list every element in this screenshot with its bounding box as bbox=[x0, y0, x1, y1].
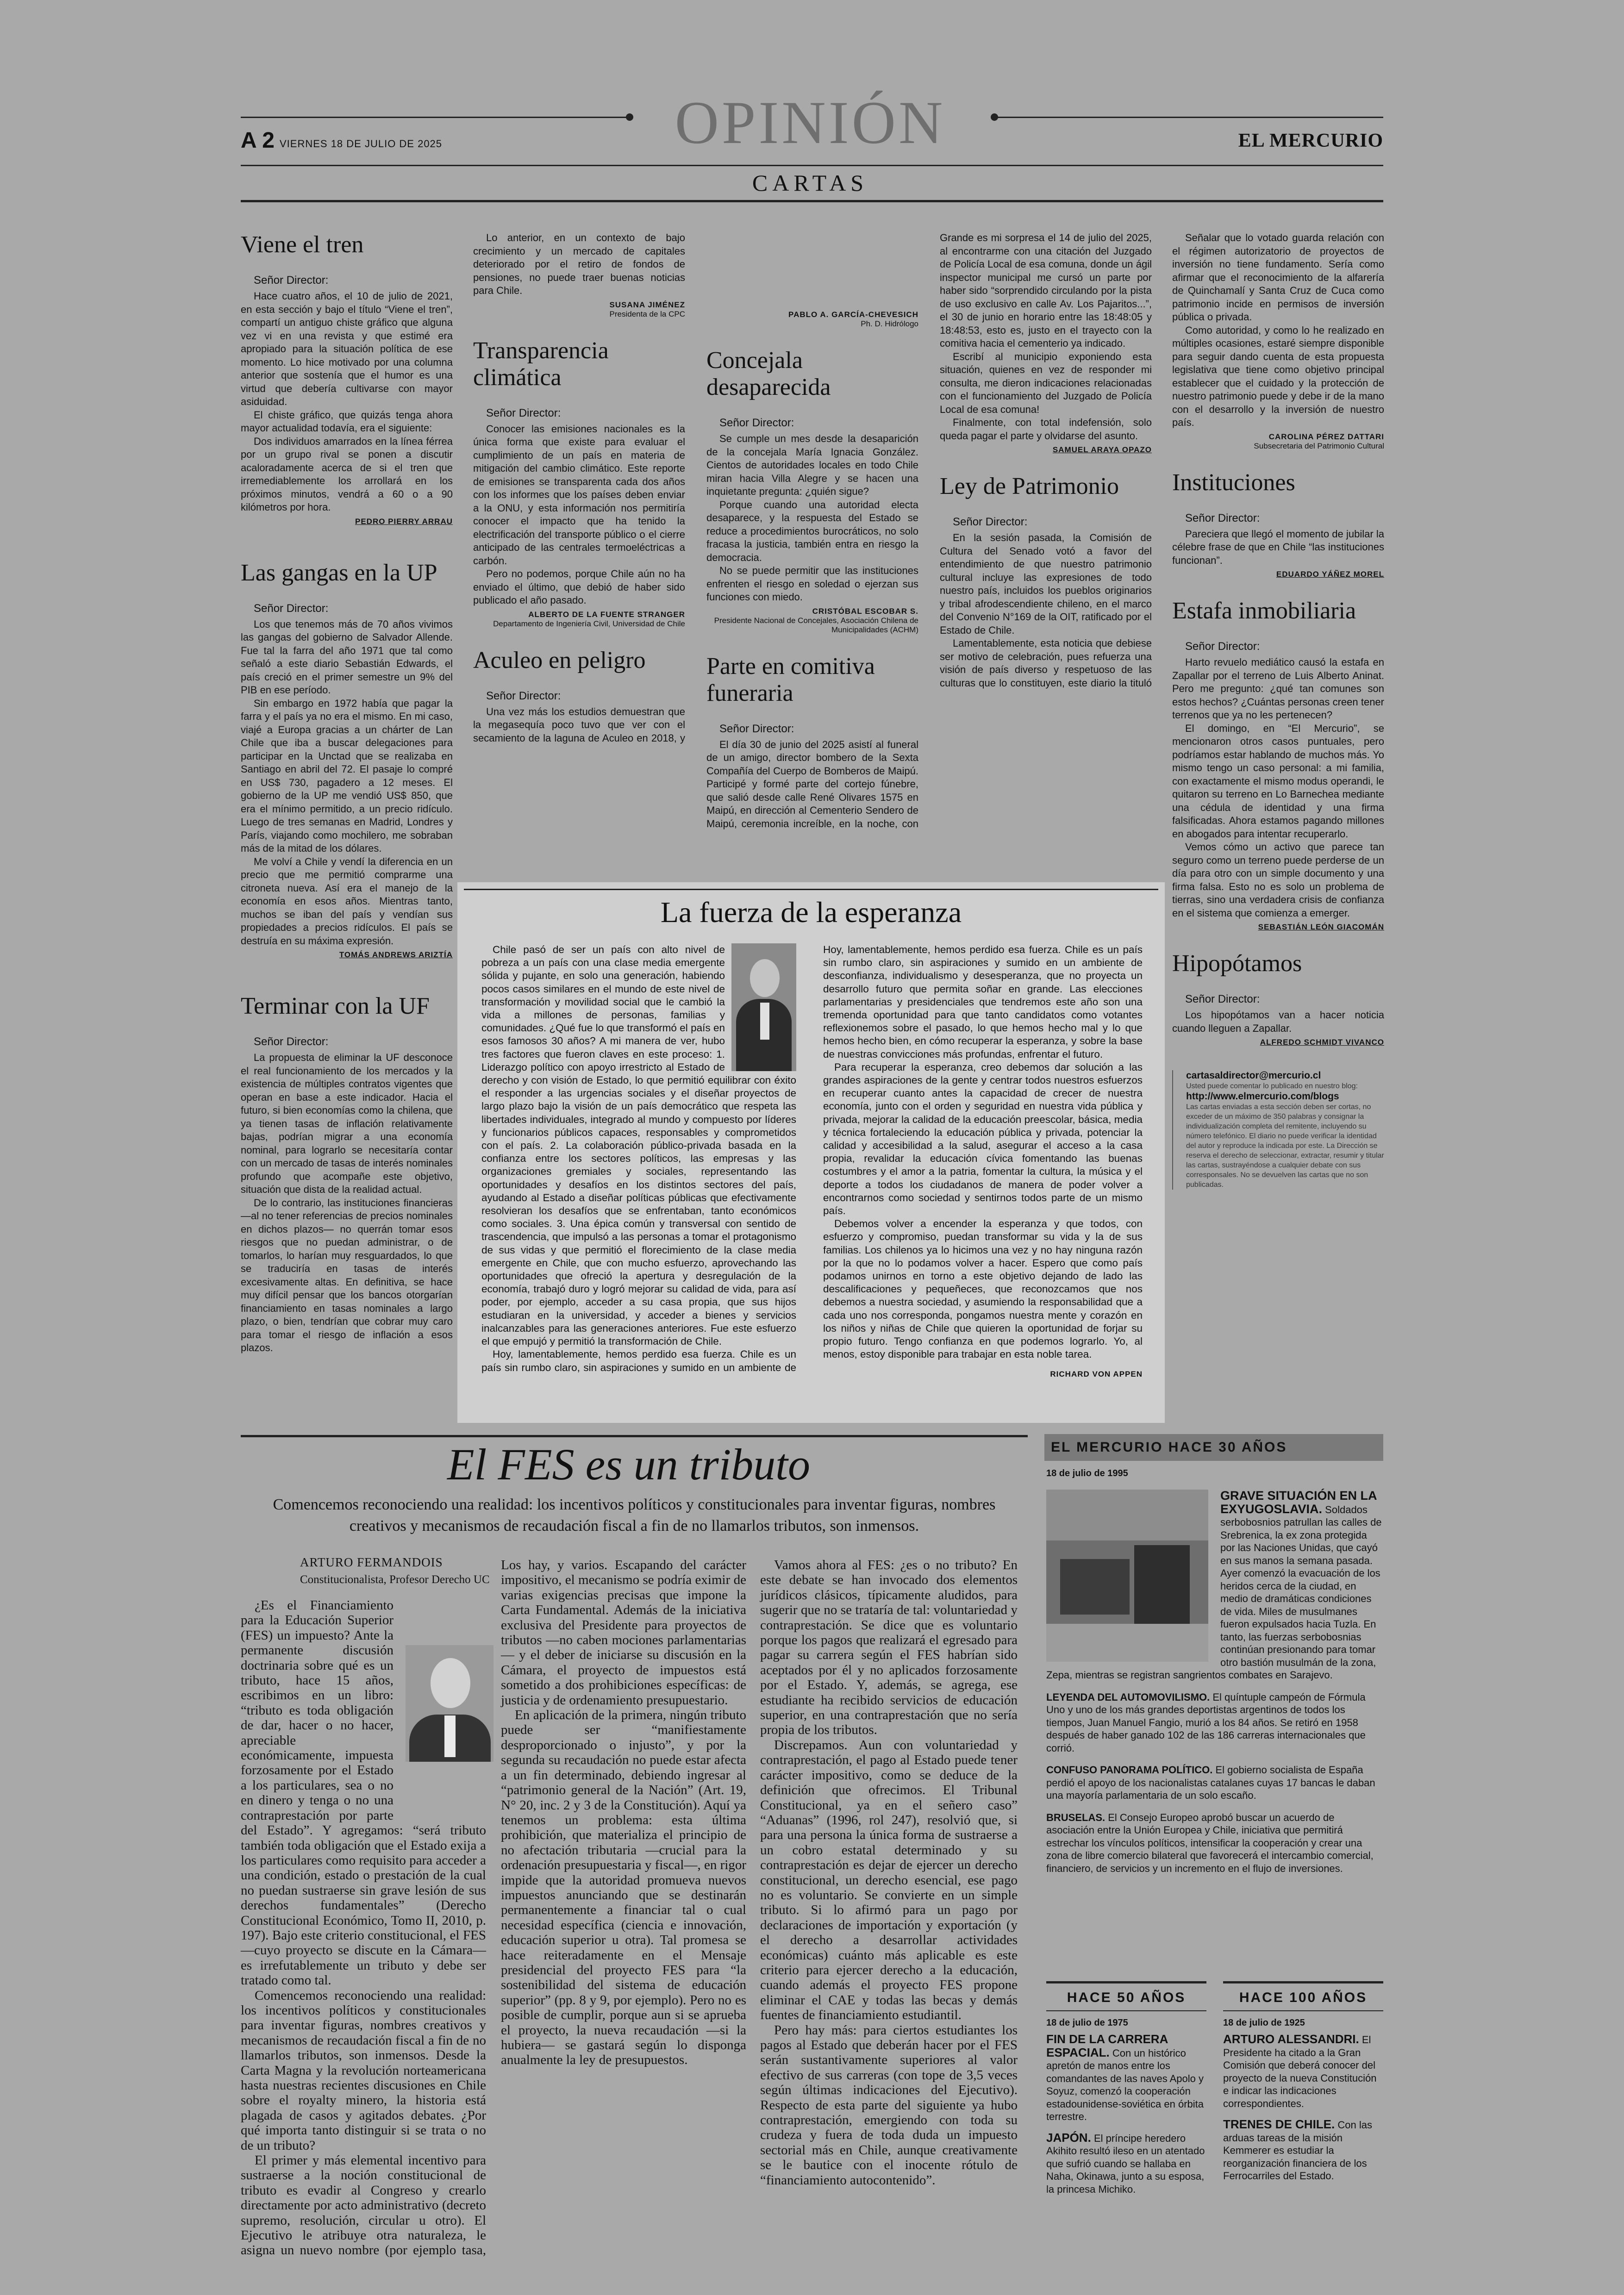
brand-logo: EL MERCURIO bbox=[1238, 130, 1383, 151]
hace50-section bbox=[1046, 1981, 1206, 2195]
letter-viene-el-tren bbox=[241, 231, 453, 526]
featured-col-2 bbox=[823, 943, 1143, 1379]
hace50-item-title: JAPÓN. bbox=[1046, 2130, 1091, 2145]
letter-title: Ley de Patrimonio bbox=[940, 473, 1119, 499]
letter-title: Aculeo en peligro bbox=[473, 647, 646, 674]
letters-column-1 bbox=[241, 231, 453, 1355]
opinion-paragraph: Comencemos reconociendo una realidad: los incentivos políticos y constitucionales para inventar figuras, nombres creativos y mecanismos de recaudación fiscal a fin de no llamarlos tributos, son inmensos. Desde la Carta Magna y la revolución norteamericana hasta nuestras recientes discusiones en Chile sobre el royalty minero, la historia está plagada de casos y agitados debates. ¿Por qué importa tanto distinguir si se trata o no de un tributo? bbox=[241, 1988, 486, 2153]
letter-signature: ALFREDO SCHMIDT VIVANCO bbox=[1260, 1038, 1384, 1047]
letter-salute: Señor Director: bbox=[254, 602, 329, 615]
featured-paragraph: Hoy, lamentablemente, hemos perdido esa fuerza. Chile es un país sin rumbo claro, sin aspiraciones y sumido en un ambiente de bbox=[481, 1348, 796, 1373]
hace30-item-text: El quíntuple campeón de Fórmula Uno y uno de los más grandes deportistas argentinos de todos los tiempos, Juan Manuel Fangio, murió a los 84 años. Se retiró en 1958 después de haber ganado 102 de las 186 carreras internacionales que corrió. bbox=[1046, 1691, 1366, 1754]
letter-paragraph: Sin embargo en 1972 había que pagar la farra y el país ya no era el mismo. En mi caso, viajé a Europa gracias a un chárter de Lan Chile que iba a buscar delegaciones para participar en la Unctad que se realizaba en Santiago en abril del 72. El pasaje lo compré en US$ 730, pagadero a 12 meses. El gobierno de la UP me vendió US$ 850, que era el mínimo permitido, a un precio ridículo. Luego de tres semanas en Madrid, Londres y París, viajando como mochilero, me sobraban más de la mitad de los dólares. bbox=[241, 697, 453, 854]
subsection-title: CARTAS bbox=[752, 170, 868, 196]
hace30-item-title: BRUSELAS. bbox=[1046, 1811, 1106, 1823]
letter-title: Hipopótamos bbox=[1172, 950, 1302, 977]
letter-title: Parte en comitiva funeraria bbox=[706, 653, 875, 706]
opinion-paragraph: En aplicación de la primera, ningún tributo puede ser “manifiestamente desproporcionado o injusto”, y por la segunda su recaudación no puede estar afecta a un fin determinado, debiendo ingresar al “patrimonio general de la Nación” (Art. 19, N° 20, inc. 2 y 3 de la Constitución). Aquí ya tenemos un problema: esta última prohibición, que materializa el principio de no afectación tributaria —crucial para la ordenación presupuestaria y fiscal—, en rigor impide que la autoridad promueva nuevos impuestos anunciando que se destinarán permanentemente a financiar tal o cual necesidad específica (ciencia e innovación, educación superior u otra). Tal promesa se hace reiteradamente en el Mensaje presidencial del proyecto FES para “la sostenibilidad del sistema de educación superior” (pp. 8 y 9, por ejemplo). Pero no es posible de cumplir, porque aun si se aprueba el proyecto, la nueva recaudación —si la hubiera— se gastará según lo disponga anualmente la ley de presupuestos. bbox=[501, 1708, 746, 2068]
opinion-author: ARTURO FERMANDOIS bbox=[300, 1555, 443, 1569]
letter-paragraph: La propuesta de eliminar la UF desconoce el real funcionamiento de los mercados y la existencia de múltiples contratos vigentes que operan en base a este indicador. Hacia el futuro, si bien economías como la chilena, que ya tienen tasas de inflación relativamente bajas, podrían migrar a una economía nominal, para lograrlo se necesitaría contar con un mercado de tasas de interés nominales profundo que acompañe este objetivo, situación que dista de la realidad actual. bbox=[241, 1052, 453, 1195]
letter-salute: Señor Director: bbox=[719, 417, 794, 429]
letter-signature: CAROLINA PÉREZ DATTARI bbox=[1268, 432, 1384, 441]
letter-salute: Señor Director: bbox=[1185, 511, 1260, 524]
hace30-item-title: LEYENDA DEL AUTOMOVILISMO. bbox=[1046, 1691, 1210, 1703]
letter-concejala bbox=[706, 347, 918, 635]
letter-salute: Señor Director: bbox=[254, 1035, 329, 1048]
letter-paragraph: Señalar que lo votado guarda relación con el régimen autorizatorio de proyectos de inversión no tiene fundamento. Sería como afirmar que el reconocimiento de la alfarería de Quinchamalí y Santa Cruz de Cuca como patrimonio incide en permisos de inversión pública o privada. bbox=[1172, 232, 1384, 323]
letter-title: Las gangas en la UP bbox=[241, 559, 437, 586]
letters-column-2 bbox=[473, 231, 685, 745]
masthead-left-dot bbox=[626, 113, 633, 121]
hace50-header: HACE 50 AÑOS bbox=[1046, 1981, 1206, 2010]
featured-paragraph: Para recuperar la esperanza, creo debemos dar solución a las grandes aspiraciones de la gente y centrar todos nuestros esfuerzos en recuperar cuanto antes la capacidad de crecer de nuestra economía, junto con el orden y seguridad en nuestra vida pública y privada, mejorar la calidad de la educación preescolar, básica, media y técnica fortaleciendo la educación pública y privada, potenciar la calidad y accesibilidad a la salud, asegurar el acceso a la casa propia, revalidar la educación cívica fomentando las buenas costumbres y el amor a la patria, fomentar la cultura, la música y el deporte a todos los ciudadanos de manera de poder volver a encontrarnos como sociedad y sentirnos todos parte de un mismo país. bbox=[823, 1061, 1143, 1217]
letter-paragraph: Dos individuos amarrados en la línea férrea por un grupo rival se ponen a discutir acaloradamente acerca de si el tren que irremediablemente los arrollará en los próximos minutos, vendrá a 60 o a 90 kilómetros por hora. bbox=[241, 435, 453, 513]
hace50-item bbox=[1046, 2132, 1206, 2196]
masthead-rule-top bbox=[241, 165, 1383, 166]
letter-title: Transparencia climática bbox=[473, 337, 609, 391]
letter-paragraph: No se puede permitir que las instituciones enfrenten el riesgo en soledad o ejerzan sus funciones con miedo. bbox=[706, 565, 918, 603]
hace50-item-text: El príncipe heredero Akihito resultó ileso en un atentado que sufrió cuando se hallaba en Naha, Okinawa, junto a su esposa, la princesa Michiko. bbox=[1046, 2132, 1205, 2195]
hace100-item-text: El Presidente ha citado a la Gran Comisión que deberá conocer del proyecto de la nueva Constitución e indicar las indicaciones correspondientes. bbox=[1223, 2034, 1377, 2109]
contact-email-link[interactable]: cartasaldirector@mercurio.cl bbox=[1186, 1070, 1321, 1081]
letter-paragraph: Los hipopótamos van a hacer noticia cuando lleguen a Zapallar. bbox=[1172, 1009, 1384, 1034]
letter-signature: TOMÁS ANDREWS ARIZTÍA bbox=[339, 950, 453, 959]
letter-hipopotamos bbox=[1172, 950, 1384, 1047]
letter-title: Concejala desaparecida bbox=[706, 347, 831, 400]
hace50-date: 18 de julio de 1975 bbox=[1046, 2018, 1128, 2028]
hace100-item-title: TRENES DE CHILE. bbox=[1223, 2117, 1335, 2131]
letter-paragraph: En la sesión pasada, la Comisión de Cultura del Senado votó a favor del entendimiento de que nuestro patrimonio cultural incluye las expresiones de todo nuestro país, incluidos los pueblos originarios y tribal afrodescendiente chileno, en el marco del Convenio N°169 de la OIT, ratificado por el Estado de Chile. bbox=[940, 532, 1152, 636]
letter-salute: Señor Director: bbox=[254, 274, 329, 287]
letter-role: Presidente Nacional de Concejales, Asociación Chilena de Municipalidades (ACHM) bbox=[714, 616, 918, 634]
masthead-right-rule bbox=[995, 117, 1383, 118]
featured-paragraph: Hoy, lamentablemente, hemos perdido esa fuerza. Chile es un país sin rumbo claro, sin aspiraciones y sumido en un ambiente de desconfianza, individualismo y desesperanza, que no proyecta un desarrollo futuro que permita soñar en grande. Las elecciones parlamentarias y presidenciales que tendremos este año son una tremenda oportunidad para que tanto candidatos como votantes reflexionemos sobre el pasado, lo que hemos hecho mal y lo que hemos hecho bien, en cómo recuperar la esperanza, y sobre la base de nuestras convicciones más profundas, enfrentar el futuro. bbox=[823, 944, 1143, 1060]
letter-title: Terminar con la UF bbox=[241, 993, 430, 1019]
hace30-item-text: Soldados serbobosnios patrullan las calles de Srebrenica, la ex zona protegida por las Naciones Unidas, que cayó en sus manos la semana pasada. Ayer comenzó la evacuación de los heridos cerca de la ciudad, en medio de dramáticas condiciones de vida. Miles de musulmanes fueron expulsados hacia Tuzla. En tanto, las fuerzas serbobosnias continúan presionando para tomar otro bastión musulmán de la zona, Zepa, mientras se registran sangrientos combates en Sarajevo. bbox=[1046, 1503, 1382, 1681]
letter-salute: Señor Director: bbox=[953, 516, 1028, 528]
hace30-item bbox=[1046, 1691, 1383, 1755]
letter-paragraph: De lo contrario, las instituciones financieras —al no tener referencias de precios nominales en dichos plazos— no querrán tomar esos riesgos que no puedan administrar, o de tomarlos, lo harían muy resguardados, lo que se traduciría en tasas de interés excesivamente altas. En definitiva, se hace muy difícil pensar que los bancos otorgarían financiamiento en tasas nominales a largo plazo, o bien, tendrían que cobrar muy caro para tomar el riesgo de inflación a esos plazos. bbox=[241, 1197, 453, 1353]
hace100-item bbox=[1223, 2118, 1383, 2183]
letter-salute: Señor Director: bbox=[486, 406, 561, 419]
letter-signature: SEBASTIÁN LEÓN GIACOMÁN bbox=[1258, 923, 1384, 931]
letter-paragraph: Lamentablemente, esta noticia que debiese ser motivo de celebración, pues refuerza una visión de país diverso y respetuoso de las culturas que lo constituyen, este diario la tituló bbox=[940, 637, 1152, 689]
hace50-item-text: Con un histórico apretón de manos entre los comandantes de las naves Apolo y Soyuz, comenzó la cooperación estadounidense-soviética en órbita terrestre. bbox=[1046, 2047, 1204, 2122]
opinion-paragraph: ¿Es el Financiamiento para la Educación Superior (FES) un impuesto? Ante la permanente discusión doctrinaria sobre qué es un tributo, hace 15 años, escribimos en un libro: “tributo es toda obligación de dar, hacer o no hacer, apreciable económicamente, impuesta forzosamente por el Estado a los particulares, sea o no en dinero y tenga o no una contraprestación por parte del Estado”. Y agregamos: “será tributo también toda obligación que el Estado exija a los particulares como requisito para acceder a una condición, estado o prestación de la cual no puedan sustraerse sin grave lesión de sus derechos fundamentales” (Derecho Constitucional Económico, Tomo II, 2010, p. 197). Bajo este criterio constitucional, el FES —cuyo proyecto se discute en la Cámara— es irrefutablemente un tributo y debe ser tratado como tal. bbox=[241, 1598, 486, 1988]
page-number: A 2 bbox=[241, 128, 275, 153]
letter-paragraph: Los que tenemos más de 70 años vivimos las gangas del gobierno de Salvador Allende. Fue tal la farra del año 1971 que tal como señaló a este diario Sebastián Edwards, el país creció en el primer semestre un 9% del PIB en ese período. bbox=[241, 618, 453, 696]
hace100-item-title: ARTURO ALESSANDRI. bbox=[1223, 2032, 1359, 2046]
issue-date: VIERNES 18 DE JULIO DE 2025 bbox=[280, 138, 443, 150]
featured-signature: RICHARD VON APPEN bbox=[1050, 1369, 1143, 1378]
hace30-items bbox=[1046, 1490, 1383, 1875]
hace100-section bbox=[1223, 1981, 1383, 2183]
featured-top-rule bbox=[464, 889, 1158, 890]
letter-paragraph: Finalmente, con total indefensión, solo queda pagar el parte y olvidarse del asunto. bbox=[940, 417, 1152, 442]
bottom-section-rule bbox=[241, 1435, 1028, 1437]
opinion-title: El FES es un tributo bbox=[447, 1440, 810, 1489]
letter-paragraph: Pero no podemos, porque Chile aún no ha enviado el último, que debió de haber sido publicado el año pasado. bbox=[473, 568, 685, 606]
letter-title: Viene el tren bbox=[241, 231, 364, 258]
letter-estafa bbox=[1172, 598, 1384, 932]
letter-role: Subsecretaria del Patrimonio Cultural bbox=[1254, 441, 1384, 450]
hace30-item-title: CONFUSO PANORAMA POLÍTICO. bbox=[1046, 1764, 1213, 1776]
featured-paragraph: Debemos volver a encender la esperanza y que todos, con esfuerzo y compromiso, puedan transformar su vida y la de sus familias. Los chilenos ya lo hicimos una vez y no hay ninguna razón por la que no lo podamos volver a hacer. Espero que como país podamos unirnos en torno a este objetivo dejando de lado las descalificaciones y pequeñeces, que reconozcamos que nos debemos a nuestra sociedad, y asumiendo la responsabilidad que a cada uno nos corresponda, pongamos nuestra mente y corazón en los niños y niñas de Chile que quieren la oportunidad de forjar su propio futuro. Tengo confianza en que podemos lograrlo. Yo, al menos, estoy disponible para trabajar en esta noble tarea. bbox=[823, 1218, 1143, 1360]
letter-paragraph: El domingo, en “El Mercurio”, se mencionaron otros casos puntuales, pero podríamos estar hablando de muchos más. Yo mismo tengo un caso personal: a mi familia, con exactamente el mismo modus operandi, le quitaron su terreno en Lo Barnechea mediante una cédula de identidad y una firma falsificadas. Ahora estamos pagando millones en abogados para intentar recuperarlo. bbox=[1172, 722, 1384, 840]
letter-signature: SUSANA JIMÉNEZ bbox=[609, 300, 685, 309]
letter-paragraph: Porque cuando una autoridad electa desaparece, y la respuesta del Estado se reduce a procedimientos burocráticos, no solo fracasa la justicia, también entra en riesgo la democracia. bbox=[706, 499, 918, 563]
masthead-left-rule bbox=[241, 117, 631, 118]
letter-salute: Señor Director: bbox=[1185, 640, 1260, 653]
letter-signature: ALBERTO DE LA FUENTE STRANGER bbox=[528, 610, 685, 619]
section-title: OPINIÓN bbox=[675, 88, 946, 156]
letter-paragraph: Escribí al municipio exponiendo esta situación, quienes en vez de responder mi consulta, me dieron indicaciones relacionadas con el funcionamiento del Juzgado de Policía Local de esa comuna! bbox=[940, 350, 1152, 415]
letter-paragraph: Pareciera que llegó el momento de jubilar la célebre frase de que en Chile “las instituciones funcionan”. bbox=[1172, 528, 1384, 566]
author-photo bbox=[731, 943, 796, 1071]
letter-role: Presidenta de la CPC bbox=[609, 309, 685, 318]
opinion-col-3 bbox=[760, 1558, 1018, 2188]
letter-paragraph: El día 30 de junio del 2025 asistí al funeral de un amigo, director bombero de la Sexta Compañía del Cuerpo de Bomberos de Maipú. Participé y formé parte del cortejo fúnebre, que salió desde calle René Olivares 1575 en Maipú, en dirección al Cementerio Sendero de Maipú, ceremonia increíble, en la noche, con bbox=[706, 738, 918, 829]
hace100-date: 18 de julio de 1925 bbox=[1223, 2018, 1305, 2028]
hace100-item bbox=[1223, 2033, 1383, 2110]
letter-paragraph: Lo anterior, en un contexto de bajo crecimiento y un mercado de capitales deteriorado por el retiro de fondos de pensiones, no puede traer buenas noticias para Chile. bbox=[473, 232, 685, 296]
letter-role: Departamento de Ingeniería Civil, Universidad de Chile bbox=[493, 619, 685, 628]
letter-parte-comitiva bbox=[706, 653, 918, 831]
hace30-item-title: GRAVE SITUACIÓN EN LA EXYUGOSLAVIA. bbox=[1220, 1489, 1377, 1516]
letter-paragraph: Hace cuatro años, el 10 de julio de 2021, en esta sección y bajo el título “Viene el tren”, compartí un antiguo chiste gráfico que alguna vez vi en una revista y que estimé era apropiado para la situación política de ese momento. Lo hice motivado por una columna anterior que sostenía que el humor es una virtud que debería cultivarse con mayor asiduidad. bbox=[241, 290, 453, 407]
letter-terminar-uf bbox=[241, 993, 453, 1355]
letter-ley-patrimonio bbox=[940, 473, 1152, 689]
hace30-header: EL MERCURIO HACE 30 AÑOS bbox=[1044, 1434, 1383, 1461]
hace50-item bbox=[1046, 2033, 1206, 2123]
hace100-item-text: Con las arduas tareas de la misión Kemmerer es estudiar la reorganización financiera de los Ferrocarriles del Estado. bbox=[1223, 2119, 1372, 2182]
opinion-byline bbox=[300, 1555, 490, 1586]
letters-column-4 bbox=[940, 231, 1152, 689]
hace50-item-title: FIN DE LA CARRERA ESPACIAL. bbox=[1046, 2032, 1168, 2059]
letter-paragraph: Me volví a Chile y vendí la diferencia en un precio que me permitió comprarme una citroneta nueva. Así era el manejo de la economía en esos años. Mientras tanto, muchos se iban del país y vendían sus propiedades a precios ridículos. El país se destruía en su máxima expresión. bbox=[241, 855, 453, 947]
contact-terms: Las cartas enviadas a esta sección deben ser cortas, no exceder de un máximo de 350 palabras y consignar la individualización completa del remitente, incluyendo su número telefónico. El diario no puede verificar la identidad del autor y reproduce la indicada por este. La Dirección se reserva el derecho de seleccionar, extractar, resumir y titular las cartas, sustrayéndose a cualquier debate con sus corresponsales. No se devuelven las cartas que no son publicadas. bbox=[1186, 1103, 1384, 1189]
letter-paragraph: Una vez más los estudios demuestran que la megasequía poco tuvo que ver con el secamiento de la laguna de Aculeo en 2018, y bbox=[473, 705, 685, 744]
opinion-paragraph: Pero hay más: para ciertos estudiantes los pagos al Estado que deberán hacer por el FES serán sustantivamente superiores al valor efectivo de sus carreras (con tope de 3,5 veces según últimas indicaciones del Ejecutivo). Respecto de esta parte del siguiente ya hubo contraprestación, emergiendo con toda su crudeza y fuera de toda duda un impuesto sectorial más en Chile, aunque creativamente se le bautice con el inocente rótulo de “financiamiento autocontenido”. bbox=[760, 2022, 1018, 2188]
opinion-lede: Comencemos reconociendo una realidad: los incentivos políticos y constitucionales para inventar figuras, nombres creativos y mecanismos de recaudación fiscal a fin de no llamarlos tributos, son inmensos. bbox=[273, 1496, 996, 1534]
opinion-col-1 bbox=[241, 1598, 486, 2258]
letter-paragraph: Vemos cómo un activo que parece tan seguro como un terreno puede perderse de un día para otro con un simple documento y una firma falsa. Esto no es solo un problema de tierras, sino una verdadera crisis de confianza en el sistema que comienza a emerger. bbox=[1172, 841, 1384, 919]
hace100-header: HACE 100 AÑOS bbox=[1223, 1981, 1383, 2010]
letter-title: Instituciones bbox=[1172, 469, 1295, 496]
letter-instituciones bbox=[1172, 469, 1384, 580]
hace30-item bbox=[1046, 1764, 1383, 1802]
letter-signature: PEDRO PIERRY ARRAU bbox=[355, 517, 453, 526]
letter-paragraph: Grande es mi sorpresa el 14 de julio del 2025, al encontrarme con una citación del Juzgado de Policía Local de esa comuna, donde un ágil inspector municipal me cursó un parte por haber sido “sorprendido circulando por la pista de uso exclusivo en calle Av. Los Pajaritos...”, el 30 de junio en horario entre las 18:48:05 y 18:48:53, esto es, justo en el trayecto con la comitiva hacia el cementerio ya indicado. bbox=[940, 232, 1152, 349]
featured-title: La fuerza de la esperanza bbox=[660, 896, 962, 929]
letter-signature: CRISTÓBAL ESCOBAR S. bbox=[812, 606, 918, 616]
featured-col-1 bbox=[481, 943, 796, 1374]
letter-salute: Señor Director: bbox=[719, 722, 794, 735]
letter-paragraph: Como autoridad, y como lo he realizado en múltiples ocasiones, estaré siempre disponible para seguir dando cuenta de esta propuesta legislativa que tiene como objetivo principal establecer que el cuidado y la protección de nuestro patrimonio puede y debe ir de la mano con el desarrollo y la inversión de nuestro país. bbox=[1172, 324, 1384, 428]
letter-signature: SAMUEL ARAYA OPAZO bbox=[1052, 445, 1152, 454]
hace30-date: 18 de julio de 1995 bbox=[1046, 1468, 1128, 1478]
letter-paragraph: El chiste gráfico, que quizás tenga ahora mayor actualidad todavía, era el siguiente: bbox=[241, 409, 453, 434]
featured-article bbox=[457, 882, 1165, 1423]
hace30-item-text: El Consejo Europeo aprobó buscar un acuerdo de asociación entre la Unión Europea y Chile, iniciativa que permitirá estrechar los vínculos políticos, intensificar la cooperación y crear una zona de libre comercio bilateral que favorecerá el intercambio comercial, financiero, de servicios y un incremento en el flujo de inversiones. bbox=[1046, 1811, 1374, 1874]
opinion-paragraph: El primer y más elemental incentivo para sustraerse a la noción constitucional de tributo es evadir al Congreso y crearlo directamente por acto administrativo (decreto supremo, resolución, circular u otro). El Ejecutivo le atribuye otra naturaleza, le asigna un nuevo nombre (por ejemplo tasa, bbox=[241, 2153, 486, 2258]
letter-title: Estafa inmobiliaria bbox=[1172, 598, 1356, 624]
opinion-paragraph: Discrepamos. Aun con voluntariedad y contraprestación, el pago al Estado puede tener carácter impositivo, como se deduce de la definición que ofrecimos. El Tribunal Constitucional, ya en el señero caso” “Aduanas” (1996, rol 247), resolvió que, si para una persona la única forma de sustraerse a un cobro estatal determinado y su contraprestación es dejar de ejercer un derecho constitucional, un derecho esencial, ese pago no es voluntario. Se convierte en un simple tributo. Si lo afirmó para un pago por declaraciones de importación y exportación (y el derecho a desarrollar actividades económicas) cuánto más aplicable es este criterio para ejercer derecho a la educación, cuando además el proyecto FES propone eliminar el CAE y todas las becas y demás fuentes de financiamiento estudiantil. bbox=[760, 1737, 1018, 2023]
masthead-rule-bottom bbox=[241, 200, 1383, 202]
letters-column-5 bbox=[1172, 231, 1384, 1190]
opinion-author-role: Constitucionalista, Profesor Derecho UC bbox=[300, 1573, 490, 1586]
hace30-item-text: El gobierno socialista de España perdió el apoyo de los nacionalistas catalanes cuyas 17 bancas le daban una mayoría parlamentaria de un solo escaño. bbox=[1046, 1764, 1375, 1801]
opinion-paragraph: Vamos ahora al FES: ¿es o no tributo? En este debate se han invocado dos elementos jurídicos clásicos, típicamente aludidos, para sugerir que no se trataría de tal: voluntariedad y contraprestación. Se dice que es voluntario porque los pagos que realizará el egresado para pagar su carrera según el FES habrían sido aceptados por él y no aplicados forzosamente por el Estado. Y, además, se agrega, ese estudiante ha recibido servicios de educación superior, en una contraprestación que no sería propia de los tributos. bbox=[760, 1558, 1018, 1738]
letter-paragraph: Se cumple un mes desde la desaparición de la concejala María Ignacia González. Cientos de autoridades locales en todo Chile miran hacia Villa Alegre y se hacen una inquietante pregunta: ¿quién sigue? bbox=[706, 433, 918, 497]
letter-gangas-up bbox=[241, 560, 453, 960]
letter-paragraph: Harto revuelo mediático causó la estafa en Zapallar por el terreno de Luis Alberto Aninat. Pero me pregunto: ¿qué tan comunes son estos hechos? ¿Cuántas personas creen tener terrenos que ya no les pertenecen? bbox=[1172, 656, 1384, 721]
letter-salute: Señor Director: bbox=[1185, 993, 1260, 1005]
letter-paragraph: Conocer las emisiones nacionales es la única forma que existe para evaluar el cumplimiento de un país en materia de mitigación del cambio climático. Este reporte de emisiones se transparenta cada dos años con los informes que los países deben enviar a la ONU, y esta información nos permitiría conocer el impacto que ha tenido la electrificación del transporte público o el cierre anticipado de las centrales termoeléctricas a carbón. bbox=[473, 423, 685, 567]
opinion-paragraph: Los hay, y varios. Escapando del carácter impositivo, el mecanismo se podría eximir de varias exigencias precisas que impone la Carta Fundamental. Además de la iniciativa exclusiva del Presidente para proyectos de tributos —no caben mociones parlamentarias— y el deber de iniciarse su discusión en la Cámara, el proyecto de impuestos está sometido a dos prohibiciones específicas: de justicia y de ordenamiento presupuestario. bbox=[501, 1558, 746, 1708]
letters-column-3 bbox=[706, 231, 918, 831]
opinion-col-2 bbox=[501, 1558, 746, 2203]
letter-signature: EDUARDO YÁÑEZ MOREL bbox=[1276, 570, 1384, 579]
letter-signature: PABLO A. GARCÍA-CHEVESICH bbox=[788, 310, 918, 319]
contact-box bbox=[1172, 1070, 1384, 1190]
blog-url-link[interactable]: http://www.elmercurio.com/blogs bbox=[1186, 1091, 1339, 1102]
hace30-item bbox=[1046, 1811, 1383, 1875]
letter-aculeo bbox=[473, 647, 685, 745]
letter-salute: Señor Director: bbox=[486, 689, 561, 702]
letter-role: Ph. D. Hidrólogo bbox=[861, 319, 918, 328]
letter-transparencia bbox=[473, 337, 685, 629]
featured-paragraph: Chile pasó de ser un país con alto nivel de pobreza a un país con una clase media emergente sólida y pujante, en solo una generación, habiendo pocos casos similares en el mundo de este nivel de transformación y movilidad social que le cambió la vida a millones de personas, familias y comunidades. ¿Qué fue lo que transformó el país en esos famosos 30 años? A mi manera de ver, hubo tres factores que fueron claves en este proceso: 1. Liderazgo político con apoyo irrestricto al Estado de derecho y con visión de Estado, lo que permitió equilibrar con éxito el responder a las urgencias sociales y el diseñar proyectos de largo plazo bajo la visión de un país democrático que respeta las libertades individuales, integrado al mundo y compuesto por líderes y funcionarios públicos capaces, responsables y comprometidos con el país. 2. La colaboración público-privada basada en la confianza entre los sectores políticos, las empresas y las organizaciones gremiales y sociales, representando las oportunidades y desafíos en los distintos sectores del país, ayudando al Estado a diseñar políticas públicas que efectivamente resolvieran los desafíos que se enfrentaban, tanto económicos como sociales. 3. Una épica común y transversal con sentido de trascendencia, que impulsó a las personas a tomar el protagonismo de sus vidas y que permitió el florecimiento de la clase media emergente en Chile, que con mucho esfuerzo, aprovechando las oportunidades que ofreció la apertura y desregulación de la economía, trabajó duro y logró mejorar su calidad de vida, para así poder, por ejemplo, acceder a su casa propia, que sus hijos estudiaran en la universidad, y acceder a bienes y servicios inalcanzables para las generaciones anteriores. Fue este esfuerzo el que empujó y permitió la transformación de Chile. bbox=[481, 944, 796, 1347]
blog-text: Usted puede comentar lo publicado en nuestro blog: bbox=[1186, 1082, 1358, 1090]
